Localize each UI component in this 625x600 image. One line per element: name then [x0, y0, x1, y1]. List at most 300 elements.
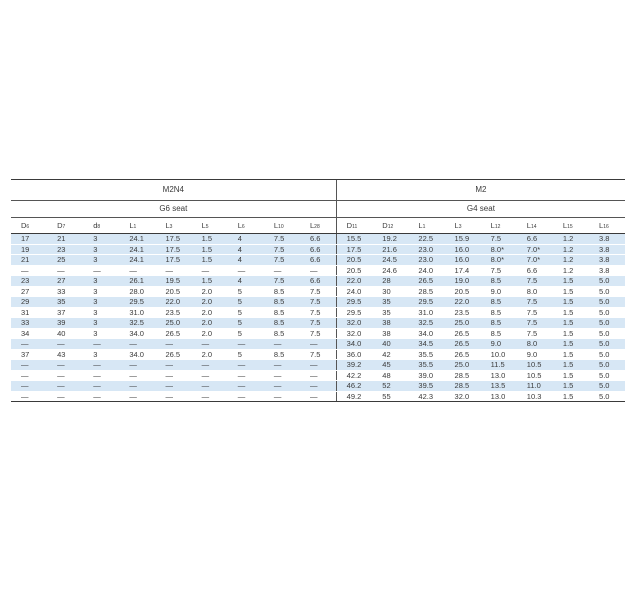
table-cell: 2.0: [192, 318, 228, 329]
table-row: [11, 381, 625, 392]
group-title-row: [11, 180, 625, 201]
table-cell: 23.0: [408, 255, 444, 266]
table-cell: 5.0: [589, 286, 625, 297]
table-cell: 1.5: [192, 244, 228, 255]
table-cell: 19: [11, 244, 47, 255]
table-cell: —: [156, 391, 192, 402]
table-cell: 17.4: [445, 265, 481, 276]
table-cell: 3: [83, 297, 119, 308]
table-cell: 26.5: [445, 339, 481, 350]
table-cell: 7.5: [300, 349, 336, 360]
table-row: [11, 234, 625, 245]
table-cell: 43: [47, 349, 83, 360]
column-header-symbol: D: [21, 220, 27, 230]
table-cell: —: [47, 381, 83, 392]
group-title-m2: M2: [336, 180, 625, 201]
column-header-subscript: 16: [603, 223, 609, 230]
column-header-subscript: 3: [458, 223, 462, 230]
table-cell: —: [119, 265, 155, 276]
table-cell: 17.5: [156, 234, 192, 245]
table-cell: 28.5: [445, 370, 481, 381]
table-cell: 8.5: [264, 307, 300, 318]
table-cell: 8.0: [517, 339, 553, 350]
table-cell: 5.0: [589, 276, 625, 287]
table-cell: 31.0: [119, 307, 155, 318]
table-row: [11, 255, 625, 266]
table-cell: 2.0: [192, 349, 228, 360]
column-header-subscript: 6: [241, 223, 245, 230]
table-cell: 39: [47, 318, 83, 329]
table-cell: 49.2: [336, 391, 372, 402]
table-cell: 26.5: [156, 328, 192, 339]
table-cell: 2.0: [192, 286, 228, 297]
table-cell: 6.6: [300, 255, 336, 266]
table-cell: 13.5: [481, 381, 517, 392]
column-header-symbol: L: [165, 220, 170, 230]
column-header: [83, 218, 119, 234]
table-cell: 39.5: [408, 381, 444, 392]
table-cell: 32.0: [445, 391, 481, 402]
table-cell: 21: [11, 255, 47, 266]
table-cell: —: [11, 381, 47, 392]
table-cell: —: [264, 360, 300, 371]
table-cell: 1.2: [553, 255, 589, 266]
column-header-subscript: 5: [205, 223, 209, 230]
table-cell: 7.5: [481, 234, 517, 245]
table-cell: 3.8: [589, 255, 625, 266]
table-row: [11, 391, 625, 402]
table-cell: 21.6: [372, 244, 408, 255]
table-cell: —: [264, 339, 300, 350]
table-cell: 11.5: [481, 360, 517, 371]
table-cell: 4: [228, 276, 264, 287]
table-cell: —: [83, 370, 119, 381]
table-cell: 3: [83, 286, 119, 297]
table-cell: 1.5: [192, 276, 228, 287]
column-header: [408, 218, 444, 234]
table-cell: 7.5: [264, 234, 300, 245]
table-cell: 31: [11, 307, 47, 318]
table-cell: 37: [11, 349, 47, 360]
table-cell: —: [228, 360, 264, 371]
table-row: [11, 265, 625, 276]
table-cell: 35.5: [408, 349, 444, 360]
column-header: [47, 218, 83, 234]
column-header-subscript: 10: [278, 223, 284, 230]
table-cell: —: [119, 339, 155, 350]
table-cell: 32.0: [336, 318, 372, 329]
table-row: [11, 286, 625, 297]
table-cell: 33: [47, 286, 83, 297]
table-cell: —: [83, 391, 119, 402]
table-cell: —: [11, 370, 47, 381]
table-cell: 3: [83, 328, 119, 339]
column-header-subscript: 15: [567, 223, 573, 230]
table-cell: 6.6: [300, 244, 336, 255]
column-header-symbol: L: [310, 220, 315, 230]
table-cell: 8.0: [517, 286, 553, 297]
column-header: [589, 218, 625, 234]
table-cell: 19.0: [445, 276, 481, 287]
table-cell: 5.0: [589, 381, 625, 392]
table-cell: 7.5: [517, 328, 553, 339]
table-cell: 36.0: [336, 349, 372, 360]
table-cell: 1.5: [553, 360, 589, 371]
table-cell: —: [156, 265, 192, 276]
table-cell: —: [192, 360, 228, 371]
table-cell: 7.5: [264, 244, 300, 255]
column-header-symbol: L: [454, 220, 459, 230]
table-cell: 29.5: [336, 307, 372, 318]
column-header-symbol: L: [237, 220, 242, 230]
table-cell: —: [228, 381, 264, 392]
table-cell: —: [11, 265, 47, 276]
table-cell: 19.2: [372, 234, 408, 245]
table-cell: 34.5: [408, 339, 444, 350]
table-cell: —: [47, 339, 83, 350]
table-cell: —: [11, 339, 47, 350]
table-cell: 5.0: [589, 349, 625, 360]
table-cell: 28.5: [408, 286, 444, 297]
table-cell: 7.5: [300, 286, 336, 297]
table-cell: 8.5: [264, 286, 300, 297]
column-header-symbol: D: [382, 220, 388, 230]
table-cell: —: [192, 339, 228, 350]
table-cell: —: [119, 391, 155, 402]
table-cell: 31.0: [408, 307, 444, 318]
table-cell: 1.5: [553, 349, 589, 360]
dimension-table-container: [11, 179, 610, 402]
table-cell: 33: [11, 318, 47, 329]
column-header-symbol: L: [526, 220, 531, 230]
table-cell: 10.5: [517, 370, 553, 381]
table-cell: 38: [372, 328, 408, 339]
table-cell: 26.5: [445, 328, 481, 339]
table-cell: 5: [228, 328, 264, 339]
column-header-symbol: L: [490, 220, 495, 230]
column-header: [372, 218, 408, 234]
table-cell: 45: [372, 360, 408, 371]
table-cell: —: [300, 339, 336, 350]
table-cell: —: [11, 391, 47, 402]
column-header: [11, 218, 47, 234]
table-cell: 13.0: [481, 391, 517, 402]
table-cell: 10.0: [481, 349, 517, 360]
table-cell: 22.0: [156, 297, 192, 308]
table-cell: 16.0: [445, 244, 481, 255]
table-cell: 7.0*: [517, 244, 553, 255]
table-cell: 20.5: [445, 286, 481, 297]
column-header-row: [11, 218, 625, 234]
table-cell: 15.5: [336, 234, 372, 245]
table-cell: 22.5: [408, 234, 444, 245]
table-cell: 40: [47, 328, 83, 339]
table-cell: 10.5: [517, 360, 553, 371]
table-cell: —: [83, 339, 119, 350]
table-cell: 17.5: [336, 244, 372, 255]
table-cell: 30: [372, 286, 408, 297]
table-cell: 42.3: [408, 391, 444, 402]
table-cell: 5.0: [589, 391, 625, 402]
table-cell: 4: [228, 255, 264, 266]
table-cell: —: [300, 370, 336, 381]
table-cell: —: [47, 265, 83, 276]
table-cell: 15.9: [445, 234, 481, 245]
column-header: [264, 218, 300, 234]
table-cell: 3: [83, 244, 119, 255]
column-header-subscript: 11: [352, 223, 358, 230]
column-header: [300, 218, 336, 234]
table-cell: —: [11, 360, 47, 371]
column-header-subscript: 3: [169, 223, 173, 230]
table-cell: 7.5: [300, 307, 336, 318]
column-header-subscript: 12: [494, 223, 501, 230]
table-cell: 26.5: [156, 349, 192, 360]
table-cell: 11.0: [517, 381, 553, 392]
column-header-subscript: 14: [530, 223, 537, 230]
table-cell: 7.5: [517, 297, 553, 308]
table-cell: 4: [228, 244, 264, 255]
table-cell: 20.5: [156, 286, 192, 297]
table-cell: —: [228, 391, 264, 402]
table-cell: 7.5: [300, 318, 336, 329]
table-cell: 9.0: [481, 286, 517, 297]
table-cell: 20.5: [336, 255, 372, 266]
column-header-symbol: d: [93, 220, 98, 230]
table-cell: 19.5: [156, 276, 192, 287]
column-header: [119, 218, 155, 234]
table-cell: 23: [11, 276, 47, 287]
table-cell: 24.1: [119, 234, 155, 245]
table-cell: 23: [47, 244, 83, 255]
table-cell: 1.5: [553, 318, 589, 329]
table-cell: 2.0: [192, 307, 228, 318]
table-cell: 8.5: [481, 297, 517, 308]
table-cell: —: [264, 370, 300, 381]
table-cell: 7.5: [300, 297, 336, 308]
table-cell: —: [156, 339, 192, 350]
table-cell: 5.0: [589, 370, 625, 381]
table-cell: 8.5: [481, 307, 517, 318]
table-cell: —: [119, 381, 155, 392]
table-cell: 2.0: [192, 328, 228, 339]
column-header-subscript: 6: [26, 223, 30, 230]
column-header-symbol: D: [346, 220, 353, 230]
table-body: [11, 234, 625, 402]
table-cell: 1.5: [553, 391, 589, 402]
table-cell: 34.0: [336, 339, 372, 350]
column-header-subscript: 1: [133, 223, 137, 230]
table-cell: 26.5: [408, 276, 444, 287]
group-title-m2n4: M2N4: [11, 180, 336, 201]
table-cell: 8.0*: [481, 244, 517, 255]
table-cell: 5.0: [589, 297, 625, 308]
seat-row: [11, 201, 625, 218]
table-cell: —: [156, 360, 192, 371]
table-cell: 7.5: [517, 276, 553, 287]
table-cell: —: [83, 265, 119, 276]
table-cell: —: [192, 381, 228, 392]
column-header-symbol: L: [599, 220, 604, 230]
table-cell: 22.0: [445, 297, 481, 308]
table-row: [11, 360, 625, 371]
table-cell: 8.5: [264, 297, 300, 308]
dimension-table: [11, 179, 625, 402]
table-cell: 42.2: [336, 370, 372, 381]
table-cell: 46.2: [336, 381, 372, 392]
table-cell: 1.5: [553, 307, 589, 318]
table-cell: 24.0: [408, 265, 444, 276]
table-cell: 3.8: [589, 244, 625, 255]
column-header-subscript: 28: [314, 223, 320, 230]
column-header: [228, 218, 264, 234]
table-cell: 7.5: [300, 328, 336, 339]
table-cell: 7.5: [264, 276, 300, 287]
table-cell: 1.5: [192, 255, 228, 266]
table-cell: 35.5: [408, 360, 444, 371]
table-cell: 26.5: [445, 349, 481, 360]
table-cell: —: [192, 391, 228, 402]
table-cell: 32.0: [336, 328, 372, 339]
table-cell: —: [83, 381, 119, 392]
column-header-symbol: L: [562, 220, 568, 230]
table-cell: 5.0: [589, 339, 625, 350]
column-header-subscript: 12: [387, 223, 394, 230]
table-row: [11, 307, 625, 318]
table-cell: —: [300, 391, 336, 402]
table-cell: 55: [372, 391, 408, 402]
table-cell: 5.0: [589, 328, 625, 339]
table-row: [11, 370, 625, 381]
table-cell: 5.0: [589, 360, 625, 371]
table-cell: 1.2: [553, 234, 589, 245]
column-header-subscript: 7: [62, 223, 66, 230]
seat-label-g6: G6 seat: [11, 201, 336, 218]
table-cell: 5: [228, 307, 264, 318]
table-cell: 1.5: [553, 328, 589, 339]
table-cell: 13.0: [481, 370, 517, 381]
table-cell: 34.0: [408, 328, 444, 339]
table-cell: 17.5: [156, 255, 192, 266]
table-cell: 28: [372, 276, 408, 287]
table-cell: 24.5: [372, 255, 408, 266]
table-cell: 1.5: [553, 276, 589, 287]
table-cell: —: [83, 360, 119, 371]
table-cell: 3: [83, 307, 119, 318]
table-cell: 1.5: [553, 370, 589, 381]
table-cell: 17.5: [156, 244, 192, 255]
table-cell: 38: [372, 318, 408, 329]
table-cell: 1.5: [553, 286, 589, 297]
table-row: [11, 276, 625, 287]
table-cell: 16.0: [445, 255, 481, 266]
table-cell: 32.5: [119, 318, 155, 329]
column-header: [192, 218, 228, 234]
table-cell: 8.5: [264, 349, 300, 360]
table-cell: 3: [83, 276, 119, 287]
table-cell: —: [192, 265, 228, 276]
table-cell: 7.5: [517, 318, 553, 329]
table-cell: 37: [47, 307, 83, 318]
table-cell: 6.6: [517, 234, 553, 245]
table-cell: 25: [47, 255, 83, 266]
table-cell: 27: [47, 276, 83, 287]
table-cell: 24.6: [372, 265, 408, 276]
table-cell: 1.5: [553, 297, 589, 308]
table-cell: 23.5: [445, 307, 481, 318]
table-cell: 1.5: [192, 234, 228, 245]
column-header-subscript: 1: [422, 223, 426, 230]
table-cell: 9.0: [517, 349, 553, 360]
table-cell: 26.1: [119, 276, 155, 287]
table-cell: 7.5: [481, 265, 517, 276]
table-cell: 34.0: [119, 328, 155, 339]
table-cell: 7.0*: [517, 255, 553, 266]
table-cell: 24.1: [119, 244, 155, 255]
table-cell: —: [47, 370, 83, 381]
table-cell: 1.2: [553, 265, 589, 276]
table-cell: 25.0: [445, 318, 481, 329]
table-cell: 3.8: [589, 265, 625, 276]
seat-label-g4: G4 seat: [336, 201, 625, 218]
table-cell: 29.5: [408, 297, 444, 308]
table-row: [11, 339, 625, 350]
table-cell: 28.0: [119, 286, 155, 297]
table-cell: 34.0: [119, 349, 155, 360]
table-cell: —: [156, 381, 192, 392]
table-cell: 3.8: [589, 234, 625, 245]
table-cell: 3: [83, 255, 119, 266]
table-cell: —: [47, 360, 83, 371]
table-cell: —: [300, 360, 336, 371]
column-header: [445, 218, 481, 234]
column-header-symbol: D: [57, 220, 63, 230]
table-cell: 17: [11, 234, 47, 245]
column-header-symbol: L: [273, 220, 279, 230]
table-row: [11, 328, 625, 339]
table-cell: 1.2: [553, 244, 589, 255]
table-cell: 29.5: [336, 297, 372, 308]
table-cell: 7.5: [517, 307, 553, 318]
table-row: [11, 349, 625, 360]
column-header-symbol: L: [129, 220, 134, 230]
table-cell: 29: [11, 297, 47, 308]
table-cell: —: [228, 265, 264, 276]
table-cell: 8.5: [481, 328, 517, 339]
table-cell: 3: [83, 318, 119, 329]
table-cell: 24.0: [336, 286, 372, 297]
table-row: [11, 318, 625, 329]
table-cell: 6.6: [300, 276, 336, 287]
column-header-subscript: 8: [97, 223, 101, 230]
table-cell: —: [264, 381, 300, 392]
table-cell: 35: [372, 297, 408, 308]
table-cell: —: [119, 370, 155, 381]
table-cell: —: [300, 265, 336, 276]
table-cell: 39.0: [408, 370, 444, 381]
column-header: [481, 218, 517, 234]
table-cell: 1.5: [553, 381, 589, 392]
table-cell: 25.0: [445, 360, 481, 371]
table-cell: 25.0: [156, 318, 192, 329]
table-cell: 8.5: [264, 328, 300, 339]
table-cell: 10.3: [517, 391, 553, 402]
table-row: [11, 244, 625, 255]
table-cell: 23.0: [408, 244, 444, 255]
table-cell: 5.0: [589, 318, 625, 329]
table-cell: 5: [228, 318, 264, 329]
table-cell: —: [228, 339, 264, 350]
